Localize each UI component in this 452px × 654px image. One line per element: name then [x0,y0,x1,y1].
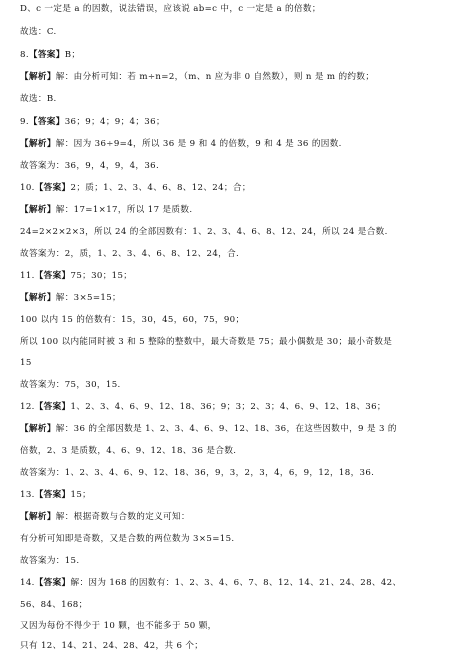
text-line: 故答案为：15. [20,556,80,566]
question-number: 9. [20,117,29,127]
answer-line: 13.【答案】15； [20,490,92,500]
analysis-tag: 【解析】 [20,293,56,303]
analysis-line: 【解析】解：3×5=15； [20,293,121,303]
question-number: 11. [20,271,35,281]
analysis-line: 【解析】解：17=1×17，所以 17 是质数. [20,205,193,215]
analysis-tag: 【解析】 [20,424,56,434]
answer-line: 11.【答案】75；30；15； [20,271,133,281]
answer-tag: 【答案】 [28,50,65,60]
question-number: 13. [20,490,35,500]
answer-tag: 【答案】 [34,490,71,500]
text-line: 倍数，2、3 是质数，4、6、9、12、18、36 是合数. [20,446,237,456]
text-line: 100 以内 15 的倍数有：15，30，45，60，75，90； [20,315,245,325]
text-line: 故选：C. [20,27,57,37]
answer-line: 10.【答案】2；质；1、2、3、4、6、8、12、24；合； [20,183,251,193]
text-line: 24=2×2×2×3，所以 24 的全部因数有：1、2、3、4、6、8、12、24，所以 24 是合数. [20,227,388,237]
text-line: 故答案为：75，30，15. [20,380,121,390]
text-line: 只有 12、14、21、24、28、42，共 6 个； [20,641,204,651]
analysis-line: 【解析】解：根据奇数与合数的定义可知： [20,512,190,522]
analysis-tag: 【解析】 [20,205,56,215]
answer-tag: 【答案】 [34,578,71,588]
text-line: 又因为每份不得少于 10 颗，也不能多于 50 颗， [20,621,217,631]
text-line: D、c 一定是 a 的因数，说法错误，应该说 ab=c 中，c 一定是 a 的倍数； [20,4,321,14]
answer-tag: 【答案】 [28,117,65,127]
answer-tag: 【答案】 [34,271,71,281]
answer-tag: 【答案】 [34,402,71,412]
analysis-tag: 【解析】 [20,139,56,149]
analysis-line: 【解析】解：36 的全部因数是 1、2、3、4、6、9、12、18、36，在这些因数中，9 是 3 的 [20,424,397,434]
answer-line: 8.【答案】B； [20,50,81,60]
question-number: 14. [20,578,35,588]
question-number: 10. [20,183,35,193]
text-line: 故选：B. [20,94,57,104]
analysis-line: 【解析】解：由分析可知：若 m÷n=2，（m、n 应为非 0 自然数），则 n 是 m 的约数； [20,72,375,82]
text-line: 故答案为：2，质，1、2、3、4、6、8、12、24，合. [20,249,240,259]
text-line: 故答案为：36，9，4，9，4，36. [20,161,160,171]
text-line: 56、84、168； [20,600,88,610]
answer-line: 14.【答案】解：因为 168 的因数有：1、2、3、4、6、7、8、12、14、21、24、28、42、 [20,578,402,588]
analysis-line: 【解析】解：因为 36÷9=4，所以 36 是 9 和 4 的倍数，9 和 4 是 36 的因数. [20,139,342,149]
text-line: 所以 100 以内能同时被 3 和 5 整除的整数中，最大奇数是 75；最小偶数是 30；最小奇数是 [20,337,393,347]
question-number: 8. [20,50,29,60]
text-line: 15 [20,358,32,368]
analysis-tag: 【解析】 [20,512,56,522]
answer-tag: 【答案】 [34,183,71,193]
analysis-tag: 【解析】 [20,72,56,82]
text-line: 有分析可知即是奇数，又是合数的两位数为 3×5=15. [20,534,235,544]
text-line: 故答案为：1、2、3、4、6、9、12、18、36，9，3，2，3，4，6，9，12，18，36. [20,468,375,478]
answer-line: 9.【答案】36；9；4；9；4；36； [20,117,165,127]
answer-line: 12.【答案】1、2、3、4、6、9、12、18、36；9；3；2、3；4、6、9、12、18、36； [20,402,386,412]
question-number: 12. [20,402,35,412]
